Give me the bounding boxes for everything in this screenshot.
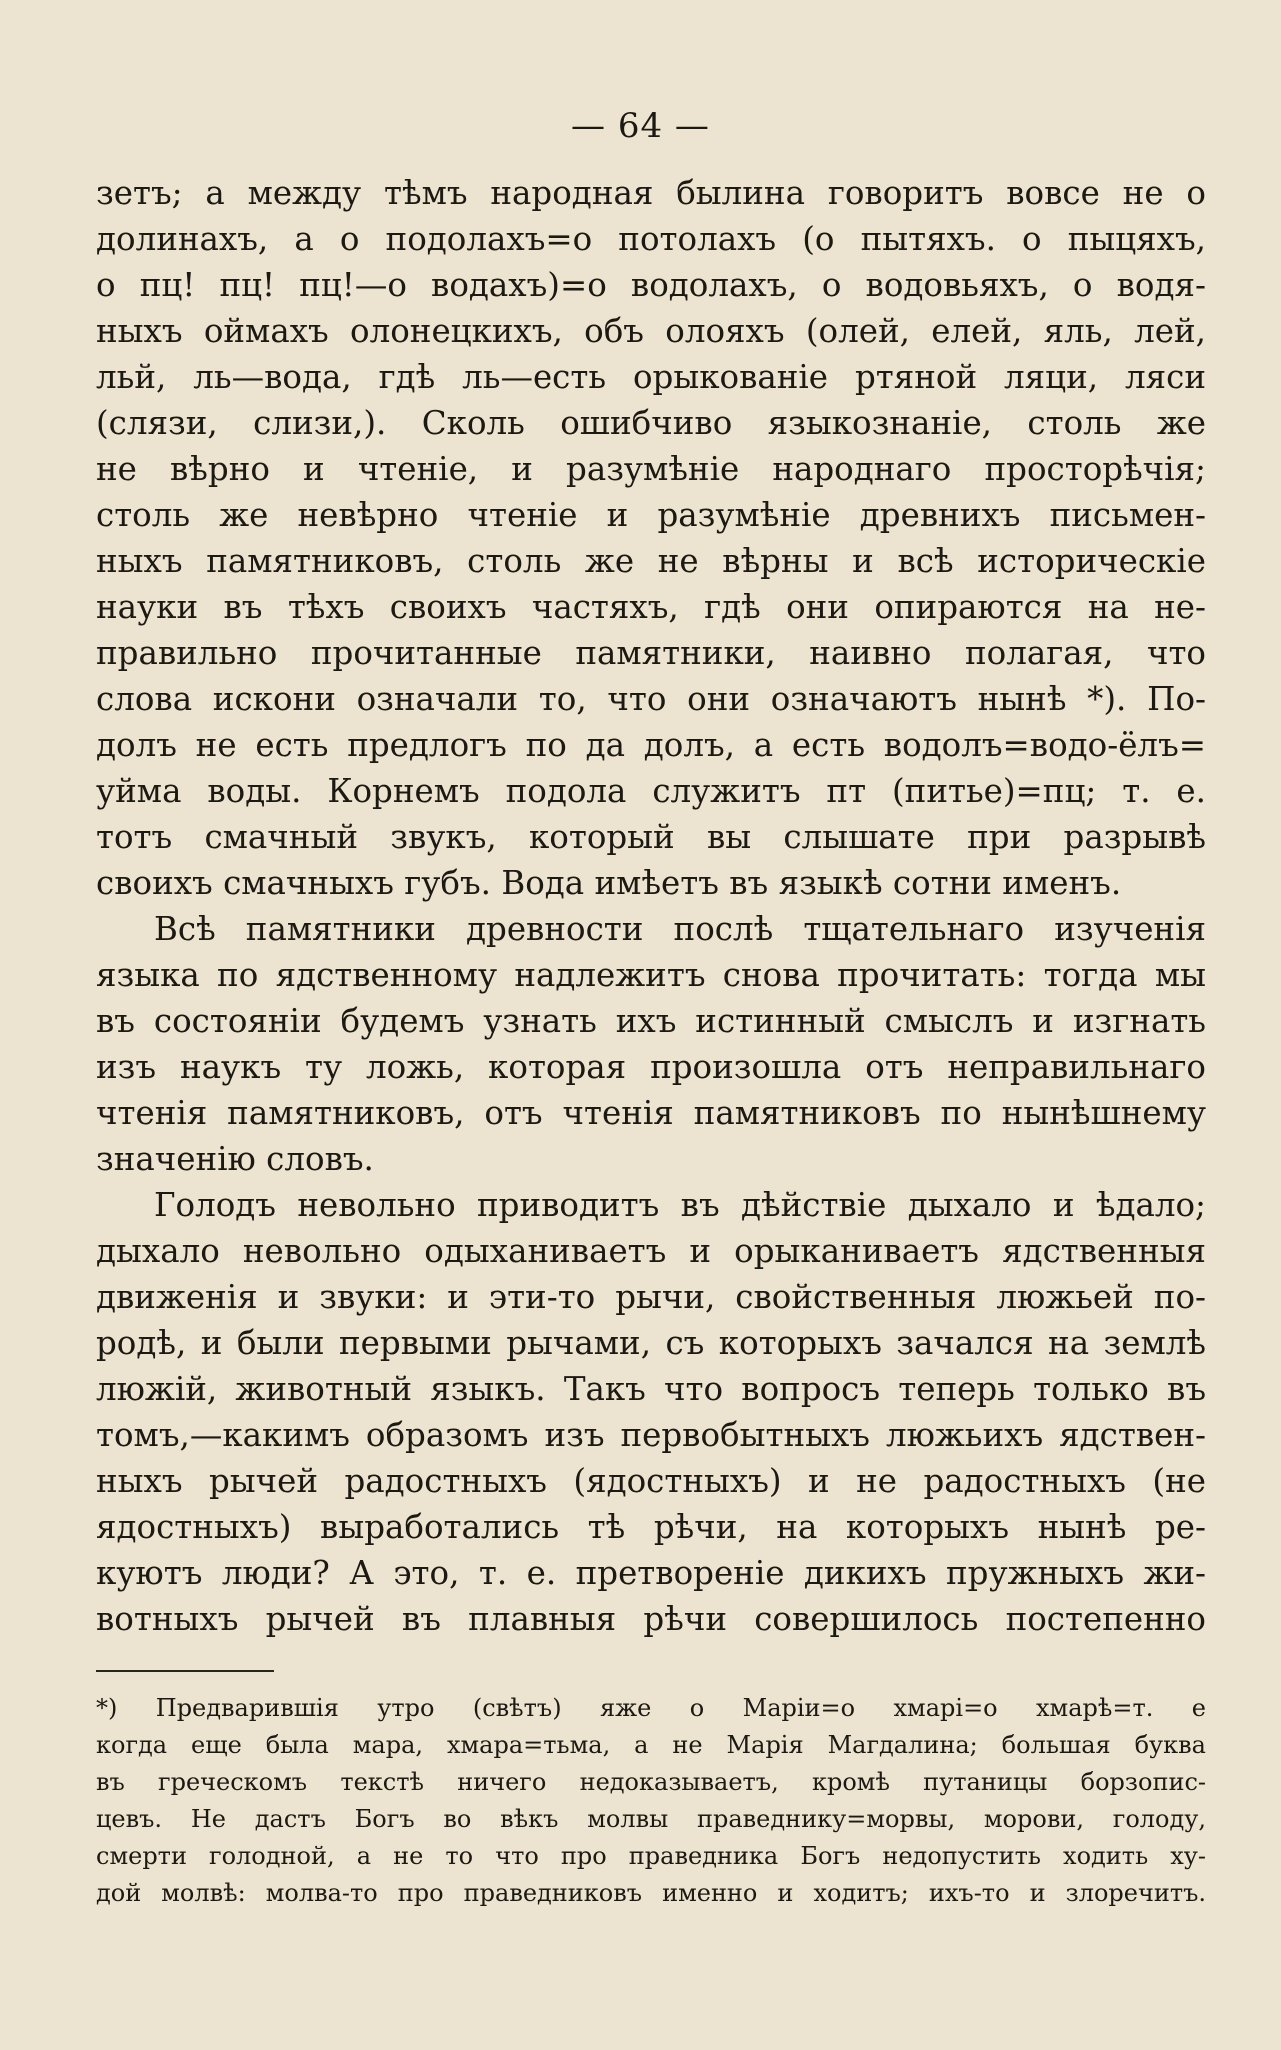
paragraph-start-line: Всѣ памятники древности послѣ тщательнаго изученія [154,910,1206,948]
text-line: правильно прочитанные памятники, наивно полагая, что [96,634,1206,672]
text-line: тотъ смачный звукъ, который вы слышате при разрывѣ [96,818,1206,856]
page-number: — 64 — [571,106,710,146]
footnotes [96,1690,1206,1912]
footnote-line: цевъ. Не дастъ Богъ во вѣкъ молвы праведнику=морвы, морови, голоду, [96,1805,1206,1833]
text-line: своихъ смачныхъ губъ. Вода имѣетъ въ языкѣ сотни именъ. [96,864,1122,902]
text-line: люжій, животный языкъ. Такъ что вопросъ теперь только въ [96,1370,1206,1408]
text-line: вотныхъ рычей въ плавныя рѣчи совершилось постепенно [96,1600,1206,1638]
footnote-line: *) Предварившія утро (свѣтъ) яже о Маріи=о хмарі=о хмарѣ=т. е [96,1694,1206,1722]
footnote-line: когда еще была мара, хмара=тьма, а не Марія Магдалина; большая буква [96,1731,1206,1759]
text-line: въ состояніи будемъ узнать ихъ истинный смыслъ и изгнать [96,1002,1206,1040]
text-line: ныхъ оймахъ олонецкихъ, объ олояхъ (олей, елей, яль, лей, [96,312,1206,350]
text-line: чтенія памятниковъ, отъ чтенія памятниковъ по нынѣшнему [96,1094,1206,1132]
text-line: слова искони означали то, что они означаютъ нынѣ *). По- [96,680,1206,718]
text-line: долинахъ, а о подолахъ=о потолахъ (о пытяхъ. о пыцяхъ, [96,220,1206,258]
footnote-line: въ греческомъ текстѣ ничего недоказываетъ, кромѣ путаницы борзопис- [96,1768,1206,1796]
text-line: не вѣрно и чтеніе, и разумѣніе народнаго просторѣчія; [96,450,1206,488]
text-line: зетъ; а между тѣмъ народная былина говоритъ вовсе не о [96,174,1206,212]
main-text [96,170,1206,1642]
text-line: (слязи, слизи,). Сколь ошибчиво языкознаніе, столь же [96,404,1206,442]
text-line: языка по ядственному надлежитъ снова прочитать: тогда мы [96,956,1206,994]
text-line: ядостныхъ) выработались тѣ рѣчи, на которыхъ нынѣ ре- [96,1508,1206,1546]
text-line: ныхъ рычей радостныхъ (ядостныхъ) и не радостныхъ (не [96,1462,1206,1500]
text-line: столь же невѣрно чтеніе и разумѣніе древнихъ письмен- [96,496,1206,534]
paragraph-start-line: Голодъ невольно приводитъ въ дѣйствіе дыхало и ѣдало; [154,1186,1206,1224]
text-line: куютъ люди? А это, т. е. претвореніе дикихъ пружныхъ жи- [96,1554,1206,1592]
text-line: томъ,—какимъ образомъ изъ первобытныхъ люжьихъ ядствен- [96,1416,1206,1454]
footnote-divider [96,1670,274,1672]
text-line: дыхало невольно одыханиваетъ и орыканиваетъ ядственныя [96,1232,1206,1270]
text-line: льй, ль—вода, гдѣ ль—есть орыкованіе ртяной ляци, ляси [96,358,1206,396]
footnote-line: смерти голодной, а не то что про праведника Богъ недопустить ходить ху- [96,1842,1206,1870]
text-line: изъ наукъ ту ложь, которая произошла отъ неправильнаго [96,1048,1206,1086]
text-line: долъ не есть предлогъ по да долъ, а есть водолъ=водо-ёлъ= [96,726,1206,764]
text-line: о пц! пц! пц!—о водахъ)=о водолахъ, о водовьяхъ, о водя- [96,266,1206,304]
text-line: уйма воды. Корнемъ подола служитъ пт (питье)=пц; т. е. [96,772,1206,810]
text-line: ныхъ памятниковъ, столь же не вѣрны и всѣ историческіе [96,542,1206,580]
text-line: значенію словъ. [96,1140,374,1178]
text-line: движенія и звуки: и эти-то рычи, свойственныя люжьей по- [96,1278,1206,1316]
text-line: родѣ, и были первыми рычами, съ которыхъ зачался на землѣ [96,1324,1206,1362]
text-line: науки въ тѣхъ своихъ частяхъ, гдѣ они опираются на не- [96,588,1206,626]
footnote-line: дой молвѣ: молва-то про праведниковъ именно и ходитъ; ихъ-то и злоречитъ. [96,1879,1206,1907]
